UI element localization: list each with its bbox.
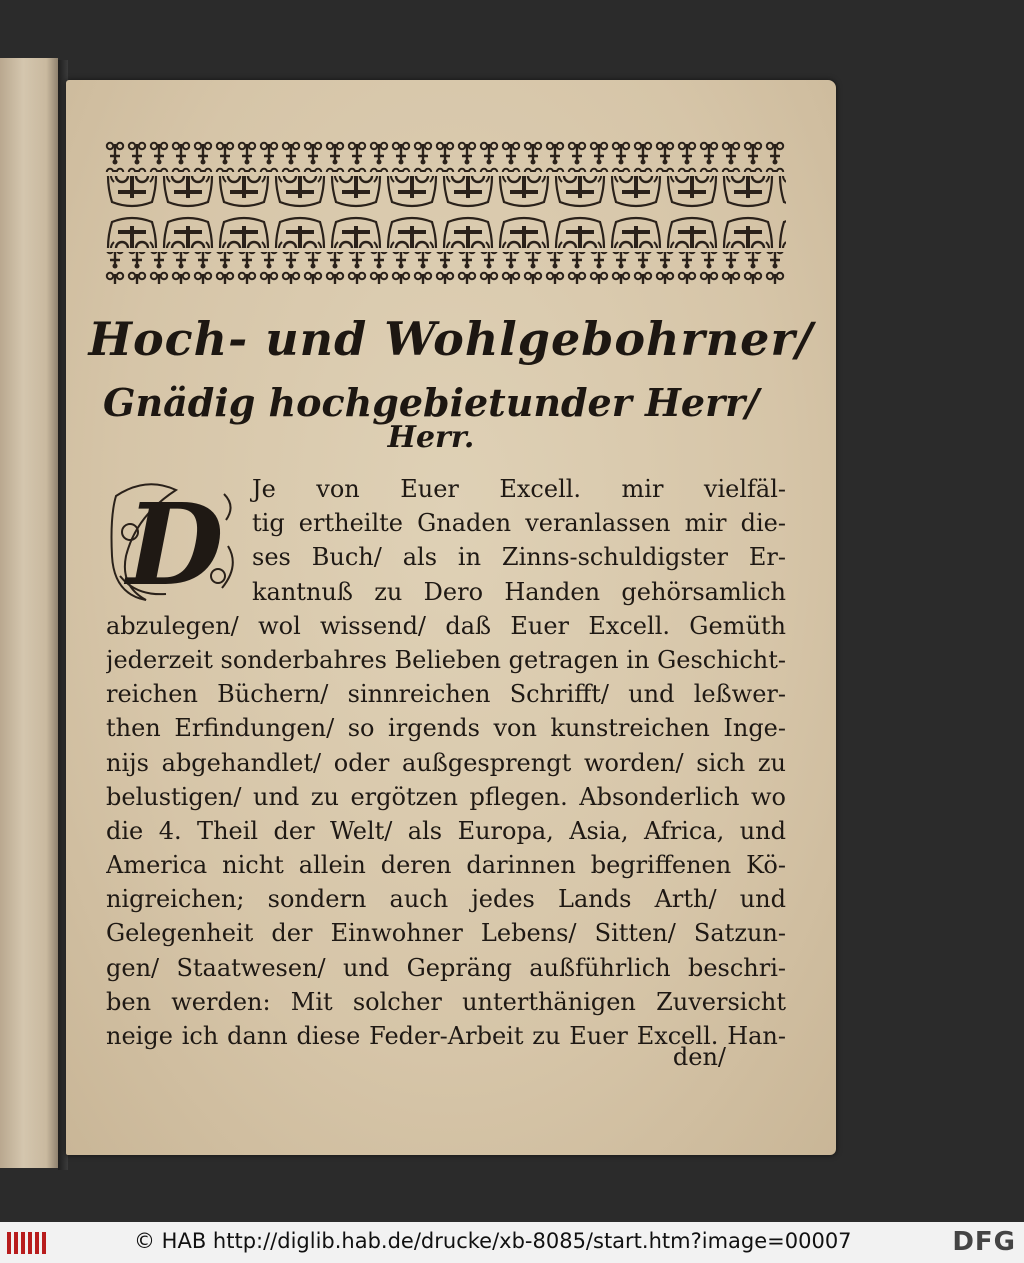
dedication-subheading: Gnädig hochgebietunder Herr/ [103, 380, 759, 425]
text-line: nijs abgehandlet/ oder außgesprengt worden/ sich zu [106, 748, 786, 777]
text-line: jederzeit sonderbahres Belieben getragen in Geschicht- [106, 645, 786, 674]
text-line: kantnuß zu Dero Handen gehörsamlich [252, 577, 786, 606]
adjacent-page-edge [0, 58, 58, 1168]
ornamental-border-band [104, 140, 786, 285]
footer-bar [0, 1222, 1024, 1263]
text-line: die 4. Theil der Welt/ als Europa, Asia, Africa, und [106, 816, 786, 845]
source-link[interactable]: © HAB http://diglib.hab.de/drucke/xb-8085/start.htm?image=00007 [134, 1229, 852, 1253]
text-line: then Erfindungen/ so irgends von kunstreichen Inge- [106, 714, 786, 743]
dfg-logo: DFG [952, 1227, 1016, 1257]
text-line: Gelegenheit der Einwohner Lebens/ Sitten/ Satzun- [106, 919, 786, 948]
dedication-body [106, 472, 786, 1053]
initial-letter-glyph: D [126, 480, 224, 606]
text-line: gen/ Staatwesen/ und Gepräng außführlich beschri- [106, 953, 786, 982]
text-line: Je von Euer Excell. mir vielfäl- [252, 475, 786, 503]
catchword: den/ [672, 1043, 726, 1071]
text-line: neige ich dann diese Feder-Arbeit zu Euer Excell. Han- [106, 1022, 786, 1050]
book-page [66, 80, 836, 1155]
text-line: ben werden: Mit solcher unterthänigen Zuversicht [106, 987, 786, 1016]
text-line: tig ertheilte Gnaden veranlassen mir die- [252, 509, 786, 538]
dedication-heading: Hoch- und Wohlgebohrner/ [88, 312, 814, 366]
text-line: nigreichen; sondern auch jedes Lands Arth/ und [106, 885, 786, 914]
dedication-address: Herr. [387, 420, 475, 455]
text-line: reichen Büchern/ sinnreichen Schrifft/ und leßwer- [106, 680, 786, 709]
text-line: belustigen/ und zu ergötzen pflegen. Absonderlich wo [106, 782, 786, 811]
text-line: America nicht allein deren darinnen begriffenen Kö- [106, 851, 786, 880]
library-logo-icon [4, 1228, 48, 1258]
text-line: ses Buch/ als in Zinns-schuldigster Er- [252, 543, 786, 572]
text-line: abzulegen/ wol wissend/ daß Euer Excell. Gemüth [106, 611, 786, 640]
